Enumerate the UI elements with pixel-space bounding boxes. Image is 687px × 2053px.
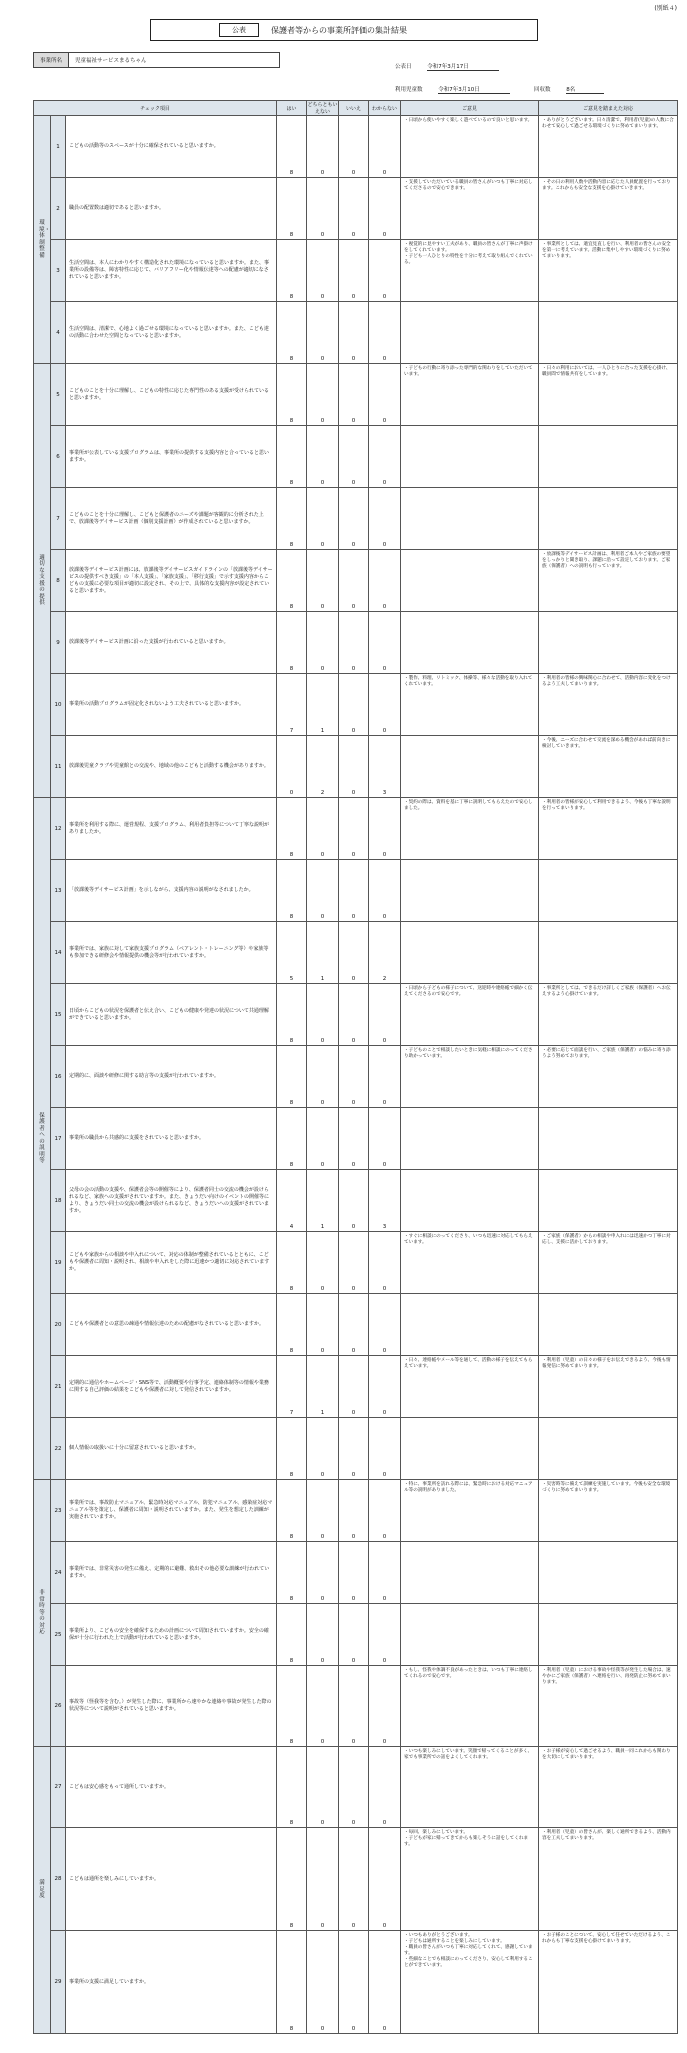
- item-question: 個人情報の取扱いに十分に留意されていると思いますか。: [66, 1418, 277, 1480]
- count-unknown: 3: [369, 736, 401, 798]
- item-number: 10: [51, 674, 66, 736]
- response-cell: [539, 1108, 678, 1170]
- count-no: 0: [339, 488, 369, 550]
- count-no: 0: [339, 1170, 369, 1232]
- count-no: 0: [339, 1108, 369, 1170]
- opinion-cell: [401, 1604, 539, 1666]
- count-no: 0: [339, 922, 369, 984]
- page-title: 保護者等からの事業所評価の集計結果: [271, 25, 407, 35]
- count-mid: 0: [307, 550, 339, 612]
- count-unknown: 0: [369, 1046, 401, 1108]
- count-yes: 8: [277, 984, 307, 1046]
- count-unknown: 0: [369, 1747, 401, 1828]
- table-row: [34, 1931, 678, 2034]
- item-number: 21: [51, 1356, 66, 1418]
- response-cell: ・放課後等デイサービス計画は、利用者ご本人やご家族の要望をしっかりと聞き取り、課題に沿って設定しております。ご家族（保護者）への説明も行っています。: [539, 550, 678, 612]
- table-row: [34, 488, 678, 550]
- count-mid: 0: [307, 612, 339, 674]
- response-cell: [539, 860, 678, 922]
- count-yes: 8: [277, 1747, 307, 1828]
- response-cell: ・ありがとうございます。日々清潔で、利用者(児童)の人数に合わせて安心して過ごせる環境づくりに努めてまいります。: [539, 116, 678, 178]
- count-no: 0: [339, 1294, 369, 1356]
- item-question: こどもや保護者との意思の疎通や情報伝達のための配慮がなされていると思いますか。: [66, 1294, 277, 1356]
- item-number: 15: [51, 984, 66, 1046]
- count-mid: 0: [307, 178, 339, 240]
- respond-count: 8名: [566, 85, 604, 94]
- count-mid: 0: [307, 1931, 339, 2034]
- evaluation-table: [33, 100, 678, 2034]
- category-cell: [34, 364, 51, 798]
- public-badge: 公表: [219, 23, 259, 37]
- table-header: [34, 101, 678, 116]
- opinion-cell: [401, 302, 539, 364]
- opinion-cell: ・もし、怪我や体調不良があったときは、いつも丁寧に連絡してくれるので安心です。: [401, 1666, 539, 1747]
- count-mid: 0: [307, 1604, 339, 1666]
- count-no: 0: [339, 1828, 369, 1931]
- response-cell: [539, 1170, 678, 1232]
- table-row: [34, 1747, 678, 1828]
- count-no: 0: [339, 1232, 369, 1294]
- item-question: 定期的に通信やホームページ・SNS等で、活動概要や行事予定、連絡体制等の情報や業務に関する自己評価の結果をこどもや保護者に対して発信されていますか。: [66, 1356, 277, 1418]
- opinion-cell: ・日頃から子どもの様子について、送迎時や連絡帳で細かく伝えてくださるので安心です。: [401, 984, 539, 1046]
- item-number: 2: [51, 178, 66, 240]
- response-cell: ・今後、ニーズに合わせて交流を深める機会があれば前向きに検討していきます。: [539, 736, 678, 798]
- count-yes: 8: [277, 1828, 307, 1931]
- table-row: [34, 1480, 678, 1542]
- count-mid: 0: [307, 116, 339, 178]
- count-mid: 0: [307, 1418, 339, 1480]
- item-number: 11: [51, 736, 66, 798]
- count-mid: 1: [307, 1356, 339, 1418]
- table-row: [34, 302, 678, 364]
- response-cell: [539, 302, 678, 364]
- count-mid: 0: [307, 1480, 339, 1542]
- respond-label: 回収数: [534, 87, 551, 93]
- count-yes: 8: [277, 1294, 307, 1356]
- count-mid: 0: [307, 984, 339, 1046]
- count-yes: 8: [277, 1666, 307, 1747]
- item-question: こどもは通所を楽しみにしていますか。: [66, 1828, 277, 1931]
- response-cell: [539, 426, 678, 488]
- opinion-cell: [401, 1418, 539, 1480]
- item-number: 16: [51, 1046, 66, 1108]
- item-question: 生活空間は、本人にわかりやすく構造化された環境になっていると思いますか。また、事業所の設備等は、障害特性に応じて、バリアフリー化や情報伝達等への配慮が適切になされていると思いますか。: [66, 240, 277, 302]
- count-mid: 0: [307, 860, 339, 922]
- count-no: 0: [339, 612, 369, 674]
- published-date: 令和7年3月17日: [427, 62, 499, 71]
- count-mid: 0: [307, 1108, 339, 1170]
- count-yes: 8: [277, 178, 307, 240]
- item-number: 20: [51, 1294, 66, 1356]
- category-cell: [34, 798, 51, 1480]
- item-number: 29: [51, 1931, 66, 2034]
- item-question: 事業所では、非常災害の発生に備え、定期的に避難、救出その他必要な訓練が行われていますか。: [66, 1542, 277, 1604]
- count-unknown: 0: [369, 178, 401, 240]
- count-unknown: 0: [369, 1542, 401, 1604]
- count-yes: 8: [277, 1232, 307, 1294]
- response-cell: ・日々の利用においては、一人ひとりに合った支援を心掛け、職員間で情報共有をしています。: [539, 364, 678, 426]
- opinion-cell: [401, 426, 539, 488]
- count-no: 0: [339, 178, 369, 240]
- count-yes: 8: [277, 1108, 307, 1170]
- count-yes: 8: [277, 364, 307, 426]
- count-unknown: 0: [369, 116, 401, 178]
- item-question: 事業所の職員から共感的に支援をされていると思いますか。: [66, 1108, 277, 1170]
- response-cell: ・必要に応じて面談を行い、ご家族（保護者）の悩みに寄り添うよう努めております。: [539, 1046, 678, 1108]
- item-number: 14: [51, 922, 66, 984]
- item-number: 9: [51, 612, 66, 674]
- item-number: 27: [51, 1747, 66, 1828]
- item-number: 8: [51, 550, 66, 612]
- count-yes: 8: [277, 1604, 307, 1666]
- opinion-cell: ・特に、事業所を訪れる際には、緊急時における対応マニュアル等の説明がありました。: [401, 1480, 539, 1542]
- count-mid: 0: [307, 240, 339, 302]
- opinion-cell: ・視覚的に見やすい工夫があり、職員の皆さんが丁寧に声掛けをしてくれています。 ・子ども一人ひとりの特性を十分に考えて取り組んでくれている。: [401, 240, 539, 302]
- item-question: 定期的に、面談や研修に関する助言等の支援が行われていますか。: [66, 1046, 277, 1108]
- count-no: 0: [339, 674, 369, 736]
- count-mid: 0: [307, 1666, 339, 1747]
- response-cell: [539, 1418, 678, 1480]
- table-row: [34, 1108, 678, 1170]
- opinion-cell: ・すぐに相談にのってくださり、いつも迅速に対応してもらえています。: [401, 1232, 539, 1294]
- item-number: 5: [51, 364, 66, 426]
- count-yes: 8: [277, 612, 307, 674]
- item-number: 18: [51, 1170, 66, 1232]
- item-question: こどもや家族からの相談や申入れについて、対応の体制が整備されているとともに、こどもや保護者に周知・説明され、相談や申入れをした際に迅速かつ適切に対応されていますか。: [66, 1232, 277, 1294]
- count-no: 0: [339, 1418, 369, 1480]
- response-cell: [539, 1604, 678, 1666]
- count-mid: 0: [307, 364, 339, 426]
- opinion-cell: ・契約の際は、資料を基に丁寧に説明してもらえたので安心しました。: [401, 798, 539, 860]
- annex-label: (別紙４): [654, 5, 677, 12]
- response-cell: ・災害時等に備えて訓練を実施しています。今後も安全な環境づくりに努めてまいります。: [539, 1480, 678, 1542]
- table-row: [34, 1542, 678, 1604]
- response-cell: ・利用者の皆様が安心して利用できるよう、今後も丁寧な説明を行ってまいります。: [539, 798, 678, 860]
- opinion-cell: ・子どもの行動に寄り添った専門的な関わりをしていただいています。: [401, 364, 539, 426]
- count-yes: 8: [277, 1480, 307, 1542]
- item-number: 3: [51, 240, 66, 302]
- opinion-cell: [401, 1294, 539, 1356]
- category-label: 非常時等の対応: [39, 1590, 45, 1636]
- count-yes: 8: [277, 1542, 307, 1604]
- item-question: こどもは安心感をもって通所していますか。: [66, 1747, 277, 1828]
- response-cell: ・その日の利用人数や活動内容に応じた人員配置を行っております。これからも安全な支援を心掛けていきます。: [539, 178, 678, 240]
- item-number: 26: [51, 1666, 66, 1747]
- item-question: こどものことを十分に理解し、こどもの特性に応じた専門性のある支援が受けられていると思いますか。: [66, 364, 277, 426]
- item-question: 事故等（怪我等を含む。）が発生した際に、事業所から速やかな連絡や事故が発生した際の状況等について説明がされていると思いますか。: [66, 1666, 277, 1747]
- count-mid: 0: [307, 302, 339, 364]
- table-row: [34, 860, 678, 922]
- count-mid: 0: [307, 488, 339, 550]
- count-yes: 8: [277, 1931, 307, 2034]
- opinion-cell: ・いつも楽しみにしています。笑顔で帰ってくることが多く、家でも事業所での話をよくしてくれます。: [401, 1747, 539, 1828]
- item-question: 事業所より、こどもの安全を確保するための計画について周知されていますか。安全の確保が十分に行われた上で活動が行われていると思いますか。: [66, 1604, 277, 1666]
- item-number: 25: [51, 1604, 66, 1666]
- count-no: 0: [339, 1666, 369, 1747]
- category-cell: [34, 1747, 51, 2034]
- header-unknown: わからない: [369, 101, 401, 116]
- table-row: [34, 1604, 678, 1666]
- header-no: いいえ: [339, 101, 369, 116]
- header-item: チェック項目: [34, 101, 277, 116]
- count-yes: 8: [277, 426, 307, 488]
- count-unknown: 0: [369, 1828, 401, 1931]
- opinion-cell: [401, 550, 539, 612]
- count-no: 0: [339, 736, 369, 798]
- count-no: 0: [339, 798, 369, 860]
- table-row: [34, 1828, 678, 1931]
- count-unknown: 0: [369, 240, 401, 302]
- count-unknown: 0: [369, 1356, 401, 1418]
- table-row: [34, 922, 678, 984]
- item-question: 放課後児童クラブや児童館との交流や、地域の他のこどもと活動する機会がありますか。: [66, 736, 277, 798]
- item-number: 28: [51, 1828, 66, 1931]
- table-row: [34, 178, 678, 240]
- category-label: 保護者への説明等: [39, 1112, 45, 1164]
- opinion-cell: [401, 1542, 539, 1604]
- count-unknown: 0: [369, 984, 401, 1046]
- count-mid: 0: [307, 798, 339, 860]
- count-no: 0: [339, 116, 369, 178]
- opinion-cell: [401, 488, 539, 550]
- item-question: 事業所が公表している支援プログラムは、事業所の提供する支援内容と合っていると思いますか。: [66, 426, 277, 488]
- count-yes: 8: [277, 488, 307, 550]
- count-unknown: 0: [369, 798, 401, 860]
- count-unknown: 0: [369, 426, 401, 488]
- count-no: 0: [339, 302, 369, 364]
- item-number: 22: [51, 1418, 66, 1480]
- item-number: 19: [51, 1232, 66, 1294]
- header-opinion: ご意見: [401, 101, 539, 116]
- table-row: [34, 1294, 678, 1356]
- item-question: こどものことを十分に理解し、こどもと保護者のニーズや課題が客観的に分析された上で、放課後等デイサービス計画（個別支援計画）が作成されていると思いますか。: [66, 488, 277, 550]
- response-cell: ・ご家族（保護者）からの相談や申入れには迅速かつ丁寧に対応し、支援に活かしております。: [539, 1232, 678, 1294]
- item-question: 事業所の活動プログラムが固定化されないよう工夫されていると思いますか。: [66, 674, 277, 736]
- count-mid: 0: [307, 1294, 339, 1356]
- table-row: [34, 1170, 678, 1232]
- response-cell: [539, 612, 678, 674]
- count-yes: 8: [277, 860, 307, 922]
- item-question: こどもの活動等のスペースが十分に確保されていると思いますか。: [66, 116, 277, 178]
- office-label: 事業所名: [34, 53, 69, 67]
- item-question: 父母の会の活動の支援や、保護者会等の開催等により、保護者同士の交流の機会が設けられるなど、家族への支援がされていますか。また、きょうだい向けのイベントの開催等により、きょうだい同士の交流の機会が設けられるなど、きょうだいへの支援がされていますか。: [66, 1170, 277, 1232]
- opinion-cell: [401, 860, 539, 922]
- item-number: 1: [51, 116, 66, 178]
- category-label: 満足度: [39, 1880, 45, 1900]
- count-unknown: 0: [369, 1418, 401, 1480]
- response-cell: ・事業所としては、できるだけ詳しくご家族（保護者）へお伝えするよう心掛けています。: [539, 984, 678, 1046]
- published-row: [395, 62, 499, 71]
- table-row: [34, 116, 678, 178]
- item-number: 17: [51, 1108, 66, 1170]
- opinion-cell: [401, 1108, 539, 1170]
- item-question: 事業所の支援に満足していますか。: [66, 1931, 277, 2034]
- count-yes: 7: [277, 1356, 307, 1418]
- count-yes: 8: [277, 240, 307, 302]
- table-row: [34, 426, 678, 488]
- count-mid: 0: [307, 1232, 339, 1294]
- count-yes: 8: [277, 550, 307, 612]
- response-cell: [539, 1542, 678, 1604]
- header-response: ご意見を踏まえた対応: [539, 101, 678, 116]
- item-number: 7: [51, 488, 66, 550]
- count-unknown: 0: [369, 1232, 401, 1294]
- response-cell: [539, 922, 678, 984]
- count-no: 0: [339, 1542, 369, 1604]
- opinion-cell: ・いつもありがとうございます。 ・子どもは通所することを楽しみにしています。 ・職員の皆さんがいつも丁寧に対応してくれて、感謝しています。 ・些細なことでも相談にのってくださり、安心して利用することができています。: [401, 1931, 539, 2034]
- category-cell: [34, 116, 51, 364]
- response-cell: ・事業所としては、適宜見直しを行い、利用者の皆さんの安全を第一に考えています。活動に集中しやすい環境づくりに努めてまいります。: [539, 240, 678, 302]
- table-row: [34, 1046, 678, 1108]
- table-row: [34, 1356, 678, 1418]
- count-yes: 4: [277, 1170, 307, 1232]
- count-yes: 7: [277, 674, 307, 736]
- office-name-field: [33, 52, 280, 68]
- opinion-cell: [401, 922, 539, 984]
- table-row: [34, 240, 678, 302]
- count-unknown: 0: [369, 488, 401, 550]
- opinion-cell: ・毎回、楽しみにしています。 ・子どもが家に帰ってきてからも楽しそうに話をしてくれます。: [401, 1828, 539, 1931]
- table-row: [34, 674, 678, 736]
- count-mid: 1: [307, 922, 339, 984]
- count-no: 0: [339, 364, 369, 426]
- item-question: 事業所を利用する際に、運営規程、支援プログラム、利用者負担等について丁寧な説明がありましたか。: [66, 798, 277, 860]
- published-label: 公表日: [395, 64, 412, 70]
- count-no: 0: [339, 1747, 369, 1828]
- count-no: 0: [339, 1931, 369, 2034]
- count-unknown: 0: [369, 1108, 401, 1170]
- table-row: [34, 364, 678, 426]
- survey-date: 令和7年3月10日: [438, 85, 510, 94]
- item-number: 6: [51, 426, 66, 488]
- count-yes: 8: [277, 302, 307, 364]
- count-yes: 8: [277, 798, 307, 860]
- count-mid: 1: [307, 674, 339, 736]
- header-mid: どちらともいえない: [307, 102, 338, 115]
- item-question: 「放課後等デイサービス計画」を示しながら、支援内容の説明がなされましたか。: [66, 860, 277, 922]
- count-unknown: 0: [369, 1931, 401, 2034]
- count-mid: 0: [307, 1046, 339, 1108]
- survey-row: [395, 85, 604, 94]
- opinion-cell: ・子どものことで相談したいときに気軽に相談にのってくださり助かっています。: [401, 1046, 539, 1108]
- count-mid: 0: [307, 426, 339, 488]
- count-unknown: 0: [369, 1294, 401, 1356]
- survey-label: 利用児童数: [395, 87, 423, 93]
- table-row: [34, 736, 678, 798]
- count-unknown: 3: [369, 1170, 401, 1232]
- count-mid: 2: [307, 736, 339, 798]
- item-number: 13: [51, 860, 66, 922]
- category-label: 適切な支援の提供: [39, 554, 45, 606]
- item-number: 4: [51, 302, 66, 364]
- count-unknown: 0: [369, 364, 401, 426]
- count-no: 0: [339, 860, 369, 922]
- table-row: [34, 1418, 678, 1480]
- opinion-cell: ・日々、連絡帳やメール等を通して、活動の様子を伝えてもらえています。: [401, 1356, 539, 1418]
- office-name: 児童福祉サービスまるちゃん: [75, 58, 147, 64]
- count-no: 0: [339, 1604, 369, 1666]
- count-no: 0: [339, 240, 369, 302]
- count-unknown: 0: [369, 1480, 401, 1542]
- item-number: 12: [51, 798, 66, 860]
- table-row: [34, 1232, 678, 1294]
- response-cell: ・お子様が安心して過ごせるよう、職員一同これからも関わりを大切にしてまいります。: [539, 1747, 678, 1828]
- header-yes: はい: [277, 101, 307, 116]
- item-number: 24: [51, 1542, 66, 1604]
- response-cell: [539, 1294, 678, 1356]
- opinion-cell: ・製作、料理、リトミック、体操等、様々な活動を取り入れてくれています。: [401, 674, 539, 736]
- count-mid: 0: [307, 1828, 339, 1931]
- response-cell: ・利用者（児童）における事故や怪我等が発生した場合は、速やかにご家族（保護者）へ連絡を行い、再発防止に努めてまいります。: [539, 1666, 678, 1747]
- count-no: 0: [339, 426, 369, 488]
- count-mid: 0: [307, 1542, 339, 1604]
- response-cell: ・利用者（児童）の日々の様子をお伝えできるよう、今後も情報発信に努めてまいります。: [539, 1356, 678, 1418]
- title-box: [150, 19, 538, 41]
- count-unknown: 0: [369, 1666, 401, 1747]
- count-mid: 1: [307, 1170, 339, 1232]
- count-unknown: 0: [369, 1604, 401, 1666]
- response-cell: [539, 488, 678, 550]
- item-number: 23: [51, 1480, 66, 1542]
- item-question: 放課後等デイサービス計画に沿った支援が行われていると思いますか。: [66, 612, 277, 674]
- opinion-cell: [401, 612, 539, 674]
- count-unknown: 0: [369, 674, 401, 736]
- count-unknown: 0: [369, 612, 401, 674]
- count-no: 0: [339, 1356, 369, 1418]
- count-no: 0: [339, 1480, 369, 1542]
- opinion-cell: [401, 736, 539, 798]
- opinion-cell: ・支援していただいている職員の皆さんがいつも丁寧に対応してくださるので安心できます。: [401, 178, 539, 240]
- opinion-cell: ・日頃から使いやすく楽しく遊べているので良いと思います。: [401, 116, 539, 178]
- item-question: 日頃からこどもの状況を保護者と伝え合い、こどもの健康や発達の状況について共通理解ができていると思いますか。: [66, 984, 277, 1046]
- count-no: 0: [339, 1046, 369, 1108]
- count-unknown: 0: [369, 550, 401, 612]
- count-yes: 8: [277, 1418, 307, 1480]
- item-question: 放課後等デイサービス計画には、放課後等デイサービスガイドラインの「放課後等デイサービスの提供すべき支援」の「本人支援」、「家族支援」、「移行支援」で示す支援内容からこどもの支援に必要な項目が適切に設定され、その上で、具体的な支援内容が設定されていると思いますか。: [66, 550, 277, 612]
- count-no: 0: [339, 550, 369, 612]
- category-label: 環境・体制整備: [39, 220, 51, 259]
- item-question: 事業所では、家族に対して家族支援プログラム（ペアレント・トレーニング等）や家族等も参加できる研修会や情報提供の機会等が行われていますか。: [66, 922, 277, 984]
- item-question: 生活空間は、清潔で、心地よく過ごせる環境になっていると思いますか。また、こども達の活動に合わせた空間となっていると思いますか。: [66, 302, 277, 364]
- response-cell: ・利用者の皆様の興味関心に合わせて、活動内容に変化をつけるよう工夫してまいります。: [539, 674, 678, 736]
- table-row: [34, 550, 678, 612]
- opinion-cell: [401, 1170, 539, 1232]
- count-yes: 0: [277, 736, 307, 798]
- table-row: [34, 984, 678, 1046]
- count-yes: 5: [277, 922, 307, 984]
- table-row: [34, 1666, 678, 1747]
- table-row: [34, 798, 678, 860]
- count-unknown: 0: [369, 302, 401, 364]
- response-cell: ・利用者（児童）の皆さんが、楽しく通所できるよう、活動内容を工夫してまいります。: [539, 1828, 678, 1931]
- count-unknown: 2: [369, 922, 401, 984]
- count-yes: 8: [277, 1046, 307, 1108]
- count-yes: 8: [277, 116, 307, 178]
- response-cell: ・お子様のことについて、安心して任せていただけるよう、これからも丁寧な支援を心掛けてまいります。: [539, 1931, 678, 2034]
- item-question: 職員の配置数は適切であると思いますか。: [66, 178, 277, 240]
- category-cell: [34, 1480, 51, 1747]
- count-mid: 0: [307, 1747, 339, 1828]
- count-unknown: 0: [369, 860, 401, 922]
- table-row: [34, 612, 678, 674]
- item-question: 事業所では、事故防止マニュアル、緊急時対応マニュアル、防犯マニュアル、感染症対応マニュアル等を策定し、保護者に周知・説明されていますか。また、発生を想定した訓練が実施されていますか。: [66, 1480, 277, 1542]
- count-no: 0: [339, 984, 369, 1046]
